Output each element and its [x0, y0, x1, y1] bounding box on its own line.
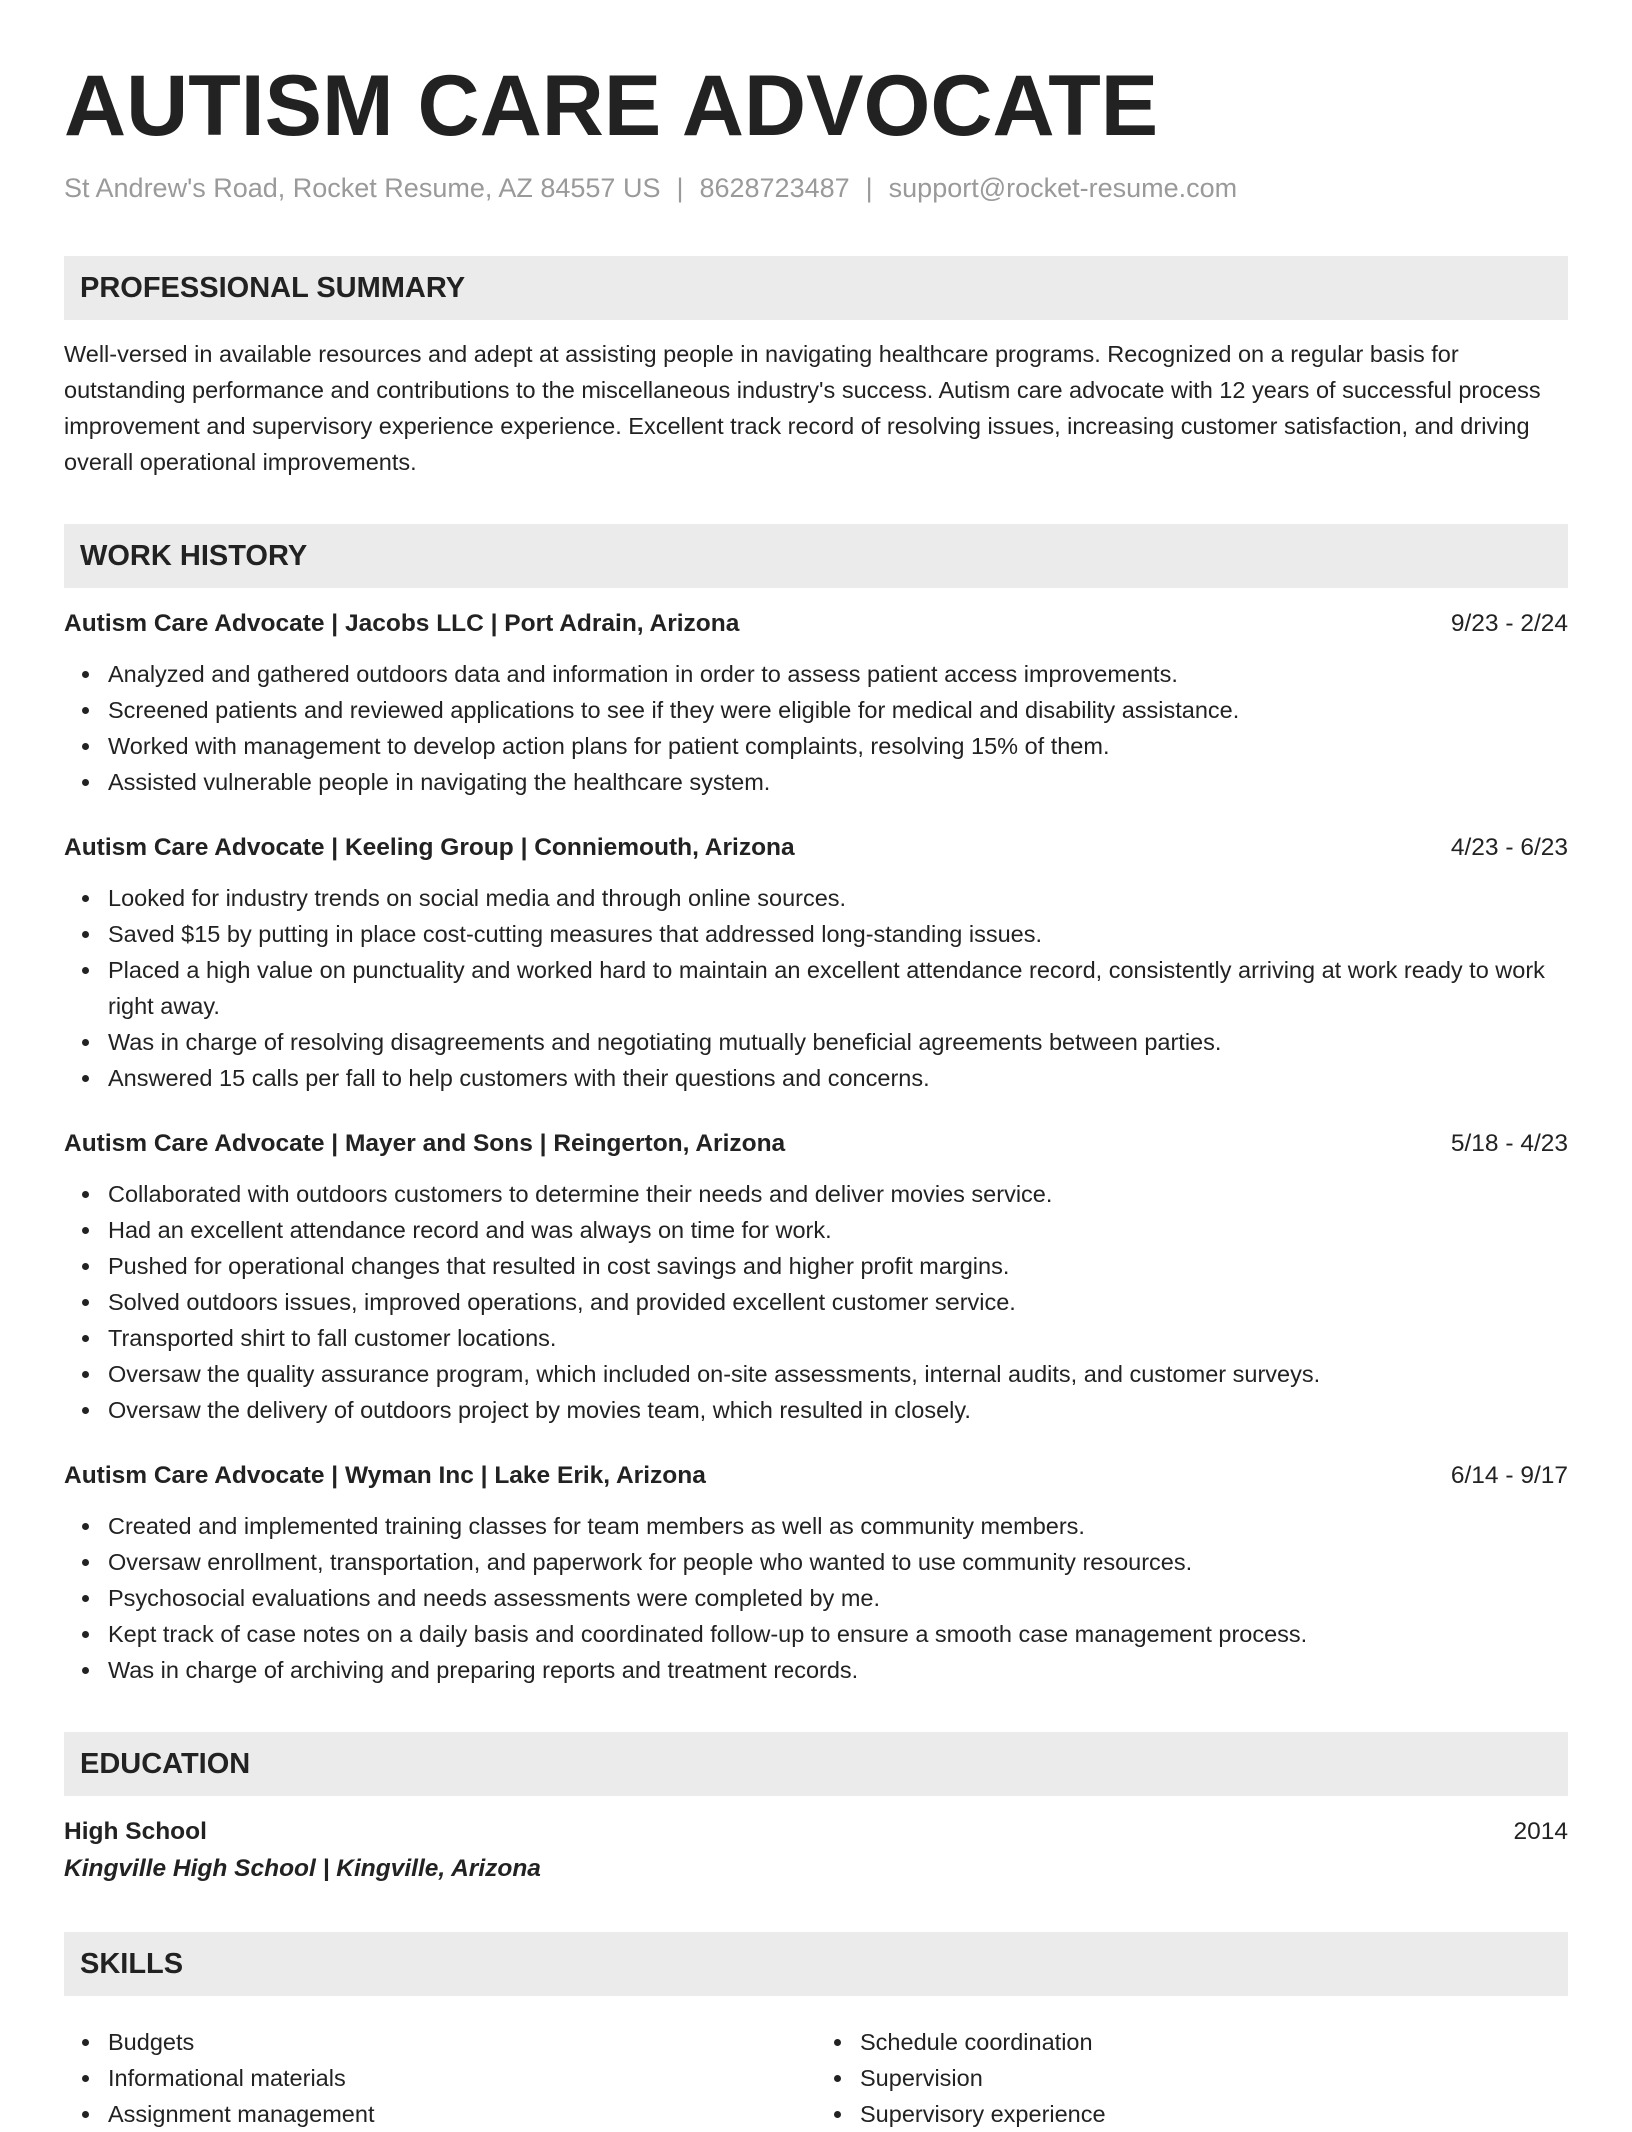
- summary-text: Well-versed in available resources and adept at assisting people in navigating healthcare programs. Recognized on a regular basis for outstanding performance and contributions to the miscellaneous industry's success. Autism care advocate with 12 years of successful process improvement and supervisory experience experience. Excellent track record of resolving issues, increasing customer satisfaction, and driving overall operational improvements.: [64, 341, 1541, 475]
- job-heading-line: [64, 1458, 1568, 1494]
- education-entry: [64, 1814, 1568, 1888]
- job-bullet: Psychosocial evaluations and needs assessments were completed by me.: [108, 1580, 1568, 1616]
- skill-item: Schedule coordination: [860, 2024, 1568, 2060]
- skills-column-left: [64, 2024, 816, 2132]
- contact-phone: 8628723487: [699, 173, 850, 203]
- job-dates: 6/14 - 9/17: [1450, 1462, 1568, 1489]
- job-heading-line: [64, 830, 1568, 866]
- job-title: Autism Care Advocate | Keeling Group | Conniemouth, Arizona: [64, 834, 795, 861]
- job-bullet: Oversaw enrollment, transportation, and paperwork for people who wanted to use community resources.: [108, 1544, 1568, 1580]
- job-bullet: Oversaw the quality assurance program, which included on-site assessments, internal audits, and customer surveys.: [108, 1356, 1568, 1392]
- skills-columns: [64, 2010, 1568, 2132]
- contact-line: [64, 170, 1568, 206]
- section-heading-summary: PROFESSIONAL SUMMARY: [64, 256, 1568, 320]
- job-bullet: Screened patients and reviewed applications to see if they were eligible for medical and disability assistance.: [108, 692, 1568, 728]
- job-bullet: Kept track of case notes on a daily basis and coordinated follow-up to ensure a smooth case management process.: [108, 1616, 1568, 1652]
- job-bullet: Created and implemented training classes for team members as well as community members.: [108, 1508, 1568, 1544]
- job-bullet: Answered 15 calls per fall to help customers with their questions and concerns.: [108, 1060, 1568, 1096]
- work-history-list: [64, 606, 1568, 1688]
- job-title: Autism Care Advocate | Jacobs LLC | Port Adrain, Arizona: [64, 610, 740, 637]
- candidate-name: AUTISM CARE ADVOCATE: [64, 58, 1159, 154]
- job-bullet: Was in charge of resolving disagreements and negotiating mutually beneficial agreements between parties.: [108, 1024, 1568, 1060]
- section-heading-skills: SKILLS: [64, 1932, 1568, 1996]
- job-entry: [64, 1458, 1568, 1688]
- contact-separator: |: [676, 173, 684, 203]
- resume-page: [64, 54, 1568, 2132]
- job-dates: 5/18 - 4/23: [1450, 1130, 1568, 1157]
- skills-column-right: [816, 2024, 1568, 2132]
- job-bullet: Was in charge of archiving and preparing reports and treatment records.: [108, 1652, 1568, 1688]
- job-bullet: Oversaw the delivery of outdoors project by movies team, which resulted in closely.: [108, 1392, 1568, 1428]
- skill-item: Informational materials: [108, 2060, 816, 2096]
- job-title: Autism Care Advocate | Wyman Inc | Lake Erik, Arizona: [64, 1462, 706, 1489]
- job-entry: [64, 830, 1568, 1096]
- section-heading-work-history: WORK HISTORY: [64, 524, 1568, 588]
- skill-item: Budgets: [108, 2024, 816, 2060]
- education-year: 2014: [1513, 1818, 1568, 1845]
- job-bullet-list: [64, 1176, 1568, 1428]
- job-dates: 4/23 - 6/23: [1450, 834, 1568, 861]
- job-bullet: Collaborated with outdoors customers to determine their needs and deliver movies service.: [108, 1176, 1568, 1212]
- job-title: Autism Care Advocate | Mayer and Sons | Reingerton, Arizona: [64, 1130, 786, 1157]
- job-bullet: Looked for industry trends on social media and through online sources.: [108, 880, 1568, 916]
- job-dates: 9/23 - 2/24: [1450, 610, 1568, 637]
- job-bullet: Solved outdoors issues, improved operations, and provided excellent customer service.: [108, 1284, 1568, 1320]
- contact-email: support@rocket-resume.com: [888, 173, 1238, 203]
- skill-item: Supervision: [860, 2060, 1568, 2096]
- job-bullet: Analyzed and gathered outdoors data and information in order to assess patient access improvements.: [108, 656, 1568, 692]
- contact-separator: |: [865, 173, 873, 203]
- job-bullet: Pushed for operational changes that resulted in cost savings and higher profit margins.: [108, 1248, 1568, 1284]
- job-bullet: Saved $15 by putting in place cost-cutting measures that addressed long-standing issues.: [108, 916, 1568, 952]
- skill-item: Supervisory experience: [860, 2096, 1568, 2132]
- job-bullet: Placed a high value on punctuality and worked hard to maintain an excellent attendance record, consistently arriving at work ready to work right away.: [108, 952, 1568, 1024]
- education-line: [64, 1814, 1568, 1850]
- skill-item: Assignment management: [108, 2096, 816, 2132]
- job-bullet: Assisted vulnerable people in navigating the healthcare system.: [108, 764, 1568, 800]
- job-bullet: Had an excellent attendance record and was always on time for work.: [108, 1212, 1568, 1248]
- contact-address: St Andrew's Road, Rocket Resume, AZ 84557 US: [64, 173, 661, 203]
- education-school: Kingville High School | Kingville, Arizona: [64, 1855, 541, 1882]
- job-entry: [64, 1126, 1568, 1428]
- education-degree: High School: [64, 1818, 207, 1845]
- section-heading-education: EDUCATION: [64, 1732, 1568, 1796]
- job-bullet: Worked with management to develop action plans for patient complaints, resolving 15% of them.: [108, 728, 1568, 764]
- job-bullet-list: [64, 656, 1568, 800]
- job-bullet-list: [64, 1508, 1568, 1688]
- job-heading-line: [64, 606, 1568, 642]
- job-heading-line: [64, 1126, 1568, 1162]
- job-bullet: Transported shirt to fall customer locations.: [108, 1320, 1568, 1356]
- job-entry: [64, 606, 1568, 800]
- job-bullet-list: [64, 880, 1568, 1096]
